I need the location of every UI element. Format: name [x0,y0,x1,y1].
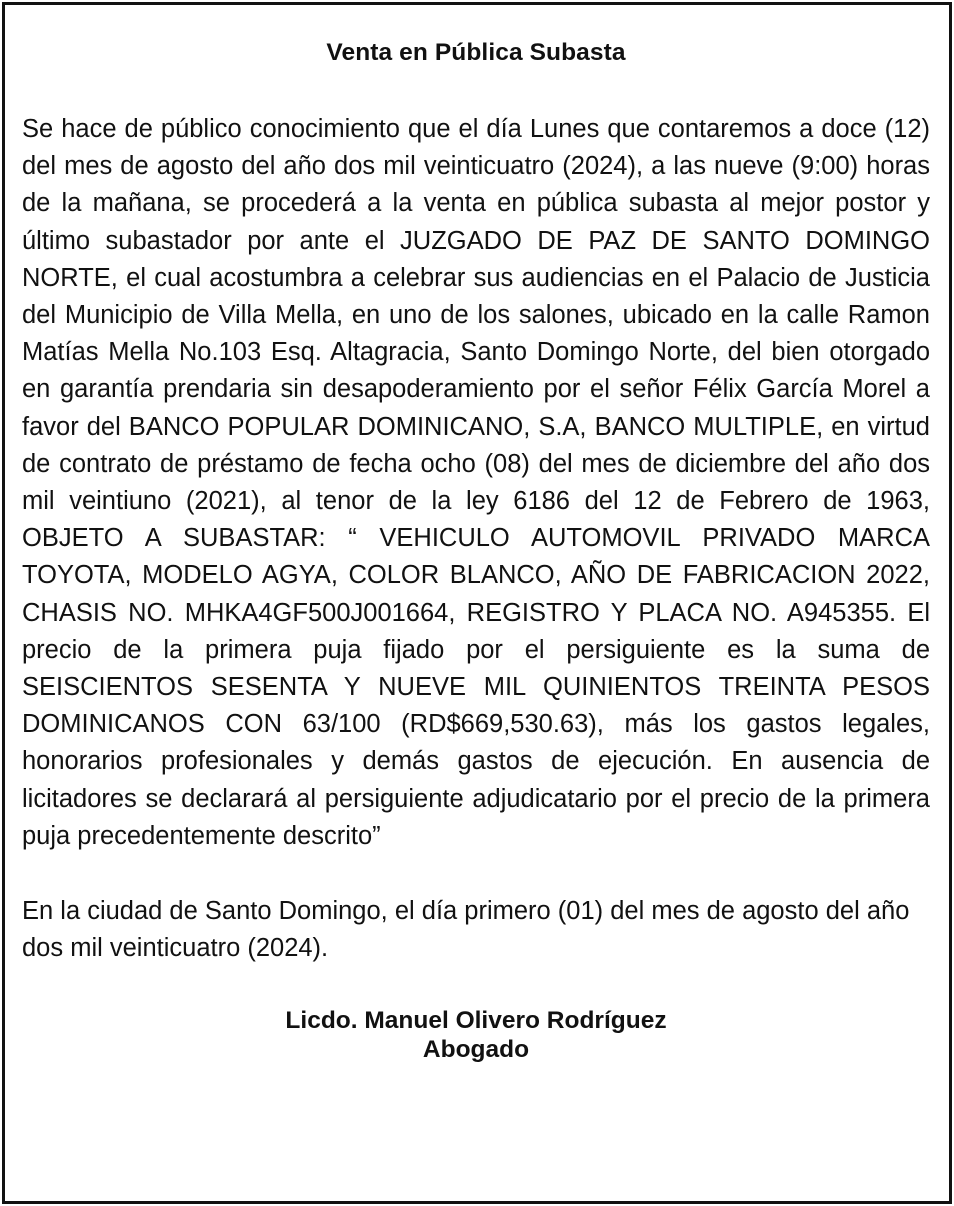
signature-name: Licdo. Manuel Olivero Rodríguez [285,1007,667,1035]
notice-content [22,31,930,1064]
signature-block [22,1006,930,1064]
notice-title: Venta en Pública Subasta [326,39,626,66]
notice-body: Se hace de público conocimiento que el día Lunes que contaremos a doce (12) del mes de agosto del año dos mil veinticuatro (2024), a las nueve (9:00) horas de la mañana, se procederá a la venta en pública subasta al mejor postor y último subastador por ante el JUZGADO DE PAZ DE SANTO DOMINGO NORTE, el cual acostumbra a celebrar sus audiencias en el Palacio de Justicia del Municipio de Villa Mella, en uno de los salones, ubicado en la calle Ramon Matías Mella No.103 Esq. Altagracia, Santo Domingo Norte, del bien otorgado en garantía prendaria sin desapoderamiento por el señor Félix García Morel a favor del BANCO POPULAR DOMINICANO, S.A, BANCO MULTIPLE, en virtud de contrato de préstamo de fecha ocho (08) del mes de diciembre del año dos mil veintiuno (2021), al tenor de la ley 6186 del 12 de Febrero de 1963, OBJETO A SUBASTAR: “ VEHICULO AUTOMOVIL PRIVADO MARCA TOYOTA, MODELO AGYA, COLOR BLANCO, AÑO DE FABRICACION 2022, CHASIS NO. MHKA4GF500J001664, REGISTRO Y PLACA NO. A945355. El precio de la primera puja fijado por el persiguiente es la suma de SEISCIENTOS SESENTA Y NUEVE MIL QUINIENTOS TREINTA PESOS DOMINICANOS CON 63/100 (RD$669,530.63), más los gastos legales, honorarios profesionales y demás gastos de ejecución. En ausencia de licitadores se declarará al persiguiente adjudicatario por el precio de la primera puja precedentemente descrito” [22,115,930,850]
notice-closing: En la ciudad de Santo Domingo, el día primero (01) del mes de agosto del año dos mil veinticuatro (2024). [22,897,910,963]
notice-frame [2,2,952,1204]
signature-role: Abogado [422,1036,530,1064]
